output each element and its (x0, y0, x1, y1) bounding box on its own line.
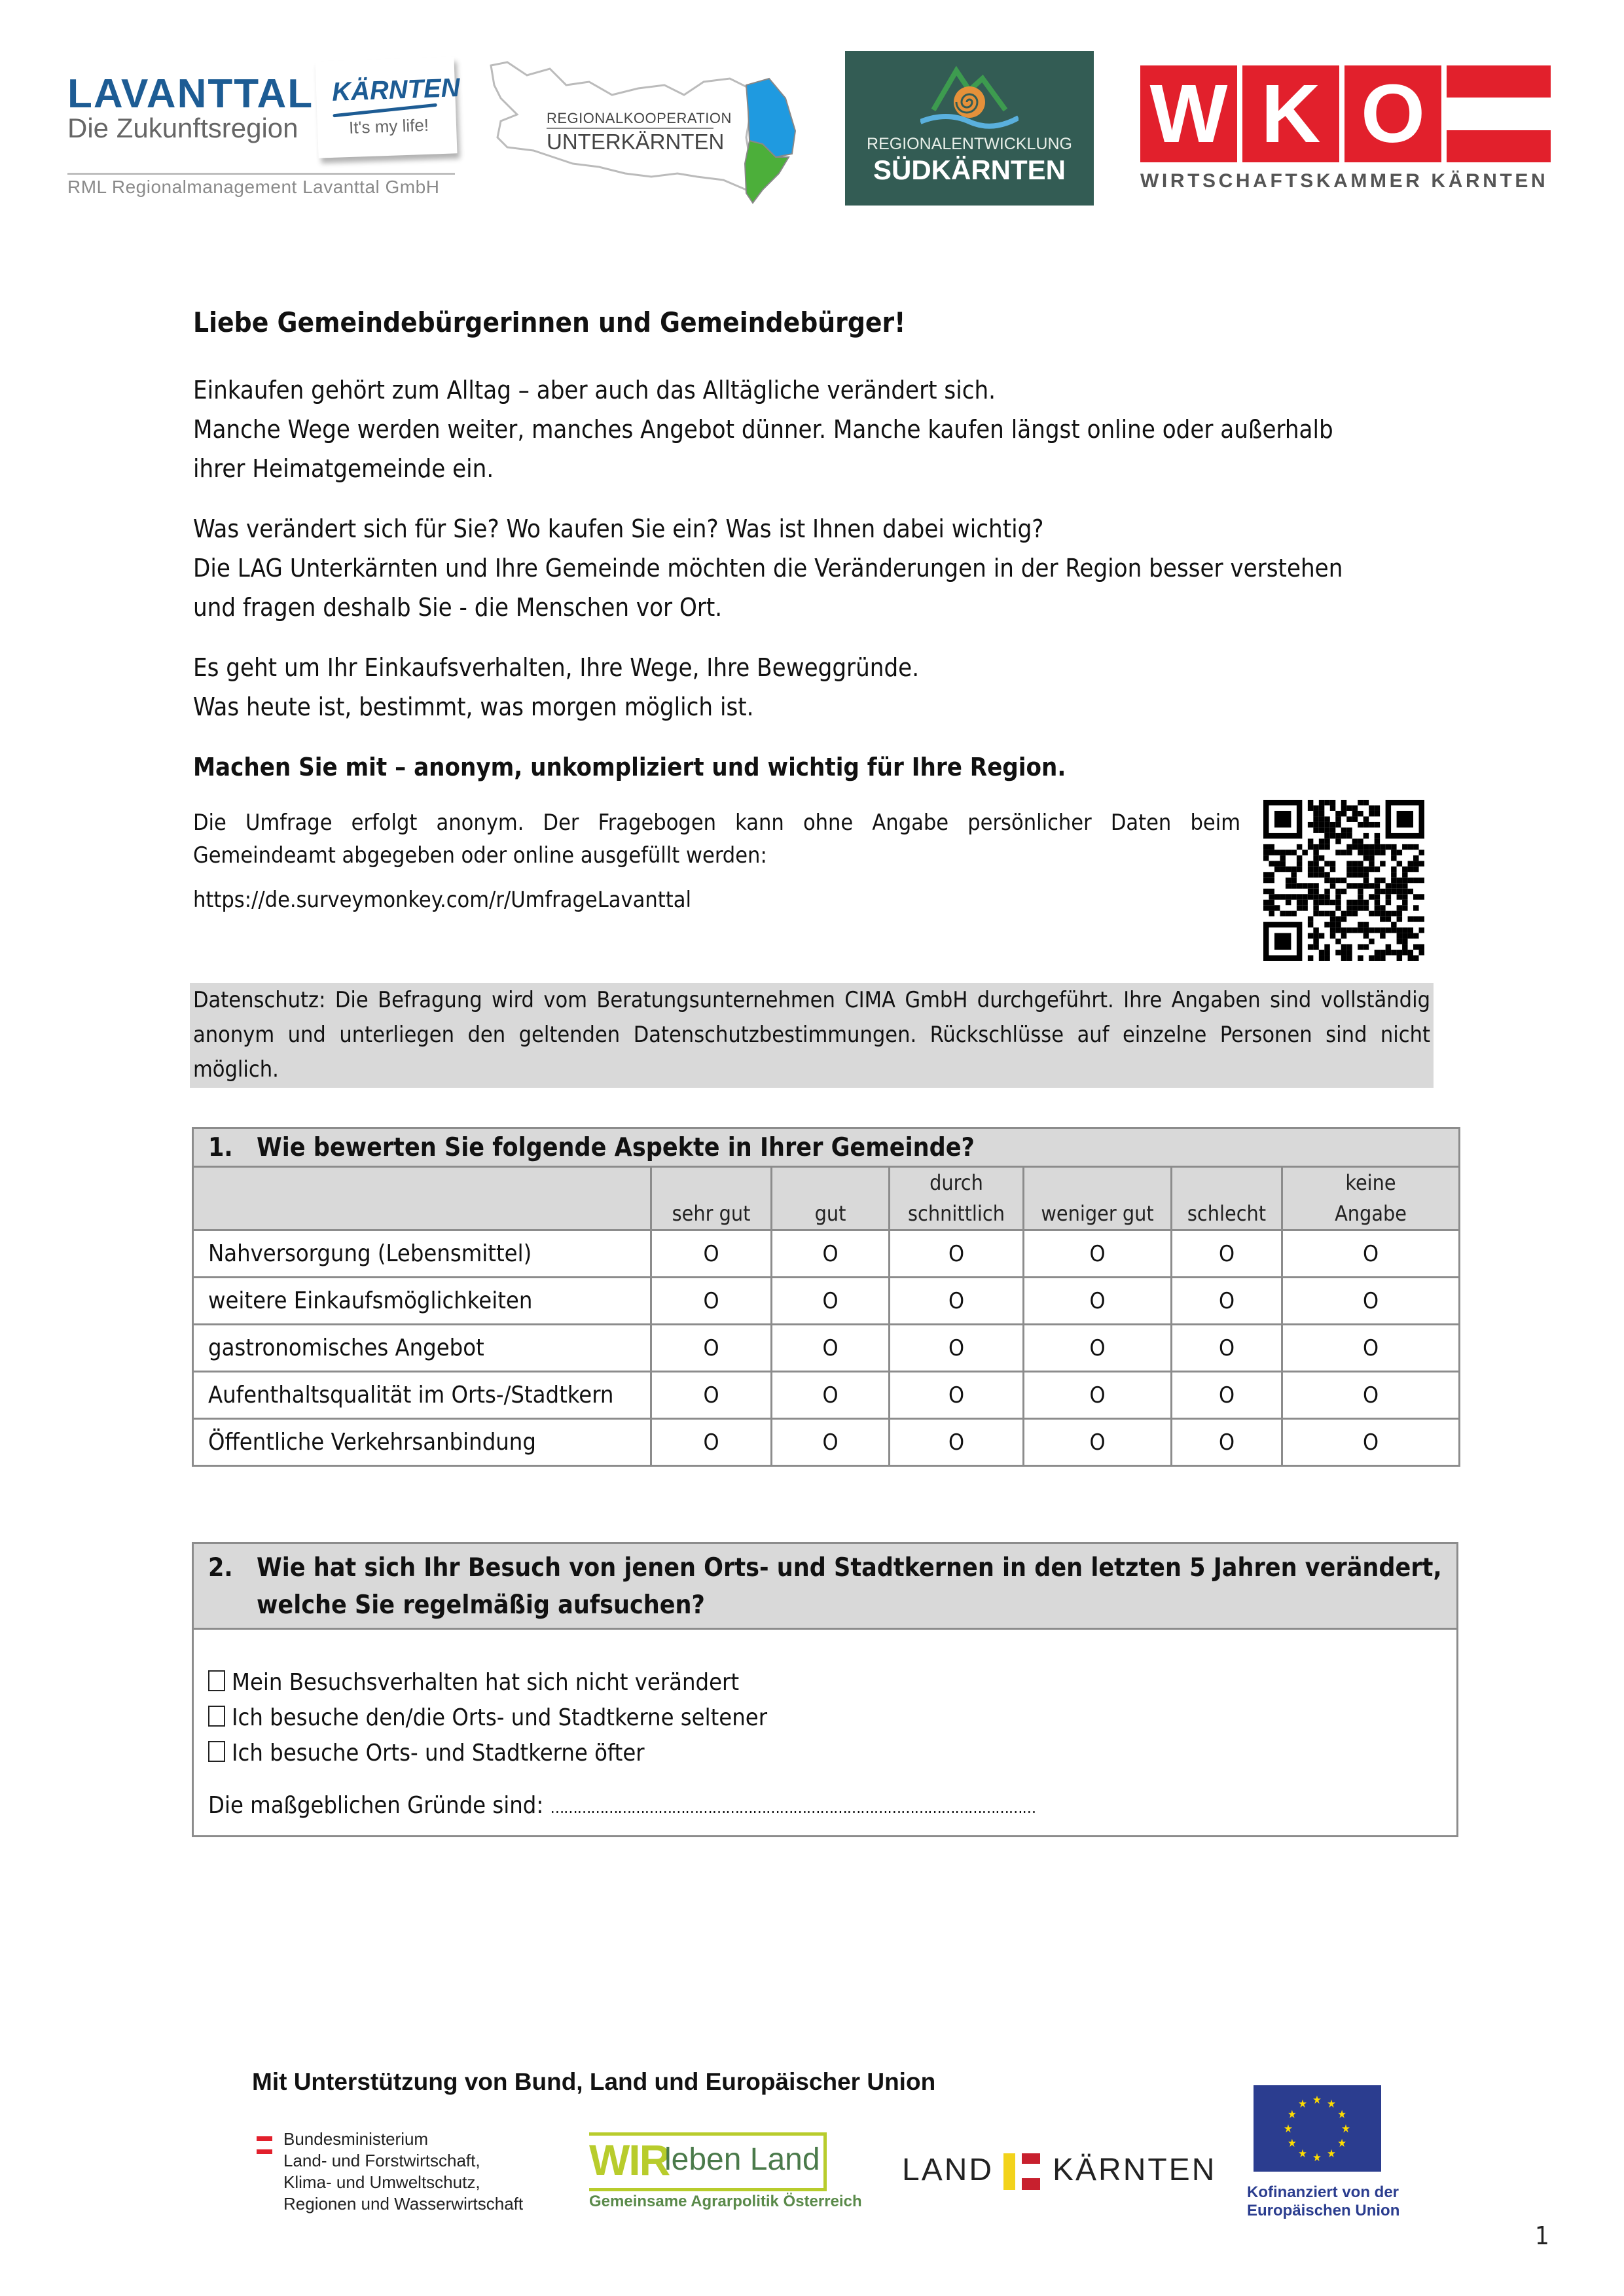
question-2-title (192, 1542, 1458, 1630)
rating-radio-option[interactable]: O (1172, 1230, 1282, 1278)
privacy-notice-box (190, 983, 1434, 1088)
wko-subtitle: WIRTSCHAFTSKAMMER KÄRNTEN (1140, 170, 1549, 192)
eu-star-icon: ★ (1327, 2097, 1336, 2111)
lavanttal-company: RML Regionalmanagement Lavanttal GmbH (67, 177, 440, 197)
row-label: Nahversorgung (Lebensmittel) (193, 1230, 651, 1278)
rating-radio-option[interactable]: O (1172, 1325, 1282, 1372)
row-label: Öffentliche Verkehrsanbindung (193, 1419, 651, 1466)
rating-radio-option[interactable]: O (1024, 1372, 1172, 1419)
bmlf-line: Bundesministerium (283, 2129, 429, 2149)
privacy-notice-text: Datenschutz: Die Befragung wird vom Beratungsunternehmen CIMA GmbH durchgeführt. Ihre Angaben sind vollständig anonym und unterliegen den geltenden Datenschutzbestimmungen. Rückschlüsse auf einzelne Personen sind nicht möglich. (193, 987, 1430, 1083)
rating-radio-option[interactable]: O (890, 1230, 1024, 1278)
rating-radio-option[interactable]: O (890, 1325, 1024, 1372)
column-header-line2: weniger gut (1041, 1201, 1154, 1226)
eu-star-icon: ★ (1337, 2108, 1346, 2121)
survey-info: Die Umfrage erfolgt anonym. Der Fragebogen kann ohne Angabe persönlicher Daten beim Gemeindeamt abgegeben oder online ausgefüllt werden: (193, 810, 1240, 869)
rating-radio-option[interactable]: O (1024, 1230, 1172, 1278)
wko-letter-k: K (1242, 65, 1339, 162)
column-header-line1: durch (929, 1170, 983, 1195)
eu-star-icon: ★ (1337, 2137, 1346, 2150)
rating-radio-option[interactable]: O (772, 1278, 890, 1325)
paragraph-2 (193, 509, 1343, 627)
column-header-line2: gut (814, 1201, 846, 1226)
table-row (193, 1419, 1460, 1466)
rating-radio-option[interactable]: O (1282, 1230, 1460, 1278)
eu-star-icon: ★ (1341, 2123, 1350, 2136)
austria-flag-icon (257, 2136, 272, 2156)
option-label: Ich besuche den/die Orts- und Stadtkerne seltener (232, 1704, 767, 1731)
column-header (651, 1167, 772, 1230)
column-header-line1 (652, 1168, 770, 1198)
rating-radio-option[interactable]: O (1024, 1325, 1172, 1372)
survey-url-link[interactable]: https://de.surveymonkey.com/r/UmfrageLavanttal (193, 887, 691, 913)
rating-radio-option[interactable]: O (1024, 1419, 1172, 1466)
paragraph-1 (193, 370, 1333, 488)
lavanttal-title: LAVANTTAL (67, 71, 314, 117)
question-2-box (192, 1542, 1458, 1837)
rating-radio-option[interactable]: O (1282, 1419, 1460, 1466)
eu-star-icon: ★ (1327, 2147, 1336, 2161)
qr-code-icon[interactable] (1263, 800, 1424, 961)
unterkaernten-line1: REGIONALKOOPERATION (547, 110, 732, 126)
rating-radio-option[interactable]: O (890, 1278, 1024, 1325)
row-label: weitere Einkaufsmöglichkeiten (193, 1278, 651, 1325)
column-header-empty (193, 1167, 651, 1230)
rating-radio-option[interactable]: O (1282, 1372, 1460, 1419)
option-label: Mein Besuchsverhalten hat sich nicht verändert (232, 1669, 740, 1696)
paragraph-line: Die LAG Unterkärnten und Ihre Gemeinde möchten die Veränderungen in der Region besser verstehen (193, 554, 1343, 583)
lavanttal-subtitle: Die Zukunftsregion (67, 113, 298, 143)
rating-radio-option[interactable]: O (1282, 1325, 1460, 1372)
rating-radio-option[interactable]: O (890, 1419, 1024, 1466)
rating-radio-option[interactable]: O (1172, 1278, 1282, 1325)
wko-letter-w: W (1140, 65, 1237, 162)
eu-star-icon: ★ (1288, 2137, 1297, 2150)
land-kaernten-left: LAND (902, 2153, 994, 2187)
unterkaernten-divider (547, 128, 713, 129)
bmlf-line: Klima- und Umweltschutz, (283, 2172, 480, 2192)
lavanttal-divider (67, 173, 455, 175)
question-1-text: Wie bewerten Sie folgende Aspekte in Ihrer Gemeinde? (257, 1132, 975, 1162)
rating-radio-option[interactable]: O (772, 1230, 890, 1278)
row-label: gastronomisches Angebot (193, 1325, 651, 1372)
column-header (890, 1167, 1024, 1230)
eu-star-icon: ★ (1312, 2151, 1322, 2164)
reasons-dots[interactable]: ……………………………………………………………………………………………… (550, 1799, 1036, 1817)
rating-radio-option[interactable]: O (1172, 1372, 1282, 1419)
paragraph-line: Manche Wege werden weiter, manches Angebot dünner. Manche kaufen längst online oder außerhalb (193, 415, 1333, 444)
eu-star-icon: ★ (1284, 2123, 1293, 2136)
column-header-line2: Angabe (1335, 1201, 1407, 1226)
land-kaernten-right: KÄRNTEN (1053, 2153, 1217, 2187)
page-number: 1 (1535, 2221, 1549, 2250)
column-header (772, 1167, 890, 1230)
rating-radio-option[interactable]: O (890, 1372, 1024, 1419)
column-header-line1: keine (1345, 1170, 1396, 1195)
wko-letter-o: O (1344, 65, 1441, 162)
table-row (193, 1372, 1460, 1419)
checkbox-icon[interactable] (208, 1706, 225, 1727)
rating-radio-option[interactable]: O (1172, 1419, 1282, 1466)
rating-radio-option[interactable]: O (1024, 1278, 1172, 1325)
suedkaernten-line2: SÜDKÄRNTEN (873, 154, 1066, 185)
call-to-action: Machen Sie mit – anonym, unkompliziert und wichtig für Ihre Region. (193, 753, 1066, 781)
column-header-line2: schlecht (1187, 1201, 1267, 1226)
checkbox-icon[interactable] (208, 1741, 225, 1762)
column-header-line1 (772, 1168, 888, 1198)
option-less-often[interactable] (208, 1704, 767, 1731)
kaernten-title: KÄRNTEN (331, 73, 461, 107)
eu-stars-icon (1254, 2085, 1381, 2172)
option-more-often[interactable] (208, 1740, 645, 1767)
row-label: Aufenthaltsqualität im Orts-/Stadtkern (193, 1372, 651, 1419)
option-unchanged[interactable] (208, 1669, 739, 1696)
bmlf-logo (283, 2128, 523, 2215)
paragraph-line: Was verändert sich für Sie? Wo kaufen Sie ein? Was ist Ihnen dabei wichtig? (193, 514, 1044, 543)
paragraph-line: Es geht um Ihr Einkaufsverhalten, Ihre Wege, Ihre Beweggründe. (193, 653, 920, 682)
column-header-line1 (1172, 1168, 1281, 1198)
checkbox-icon[interactable] (208, 1670, 225, 1691)
wko-logo (1140, 65, 1551, 162)
bmlf-line: Land- und Forstwirtschaft, (283, 2151, 480, 2170)
eu-cofinanced-text (1247, 2183, 1399, 2220)
rating-radio-option[interactable]: O (651, 1419, 772, 1466)
eu-star-icon: ★ (1312, 2094, 1322, 2107)
wir-logo-caption: Gemeinsame Agrarpolitik Österreich (589, 2193, 862, 2210)
column-header-line2: sehr gut (672, 1201, 751, 1226)
suedkaernten-line1: REGIONALENTWICKLUNG (867, 135, 1072, 153)
wir-logo-subtext: leben Land (664, 2142, 820, 2177)
bmlf-line: Regionen und Wasserwirtschaft (283, 2194, 524, 2214)
rating-radio-option[interactable]: O (1282, 1278, 1460, 1325)
table-row (193, 1230, 1460, 1278)
rating-radio-option[interactable]: O (772, 1419, 890, 1466)
eu-line: Europäischen Union (1247, 2202, 1400, 2219)
table-row (193, 1325, 1460, 1372)
eu-flag-icon (1254, 2085, 1381, 2172)
column-header (1024, 1167, 1172, 1230)
mountain-spiral-icon (920, 64, 1019, 130)
question-2-text: Wie hat sich Ihr Besuch von jenen Orts- und Stadtkernen in den letzten 5 Jahren verändert, welche Sie regelmäßig aufsuchen? (257, 1553, 1442, 1620)
table-row (193, 1278, 1460, 1325)
kaernten-tagline: It's my life! (348, 115, 429, 137)
land-kaernten-mark-icon (1003, 2153, 1043, 2190)
greeting-heading: Liebe Gemeindebürgerinnen und Gemeindebürger! (193, 306, 906, 338)
eu-star-icon: ★ (1298, 2097, 1307, 2111)
paragraph-line: Einkaufen gehört zum Alltag – aber auch das Alltägliche verändert sich. (193, 376, 996, 404)
eu-line: Kofinanziert von der (1247, 2183, 1399, 2201)
paragraph-3 (193, 648, 919, 726)
eu-star-icon: ★ (1298, 2147, 1307, 2161)
column-header (1172, 1167, 1282, 1230)
paragraph-line: ihrer Heimatgemeinde ein. (193, 454, 494, 483)
suedkaernten-logo (845, 51, 1094, 206)
paragraph-line: und fragen deshalb Sie - die Menschen vor Ort. (193, 593, 723, 622)
kaernten-logo (315, 56, 461, 158)
reasons-field[interactable] (208, 1792, 1036, 1819)
austria-flag-icon (1447, 65, 1551, 162)
column-header-line1 (1024, 1168, 1170, 1198)
question-1-title (193, 1128, 1460, 1167)
rating-radio-option[interactable]: O (651, 1325, 772, 1372)
unterkaernten-line2: UNTERKÄRNTEN (547, 130, 725, 154)
question-1-table (192, 1127, 1458, 1467)
paragraph-line: Was heute ist, bestimmt, was morgen möglich ist. (193, 692, 754, 721)
option-label: Ich besuche Orts- und Stadtkerne öfter (232, 1740, 645, 1767)
column-header (1282, 1167, 1460, 1230)
wir-logo-text: WIR (589, 2136, 670, 2184)
eu-star-icon: ★ (1288, 2108, 1297, 2121)
question-2-answers (192, 1630, 1458, 1837)
question-2-number: 2. (208, 1553, 233, 1583)
rating-radio-option[interactable]: O (772, 1325, 890, 1372)
rating-radio-option[interactable]: O (651, 1372, 772, 1419)
column-header-line2: schnittlich (908, 1201, 1005, 1226)
question-1-number: 1. (208, 1132, 233, 1162)
reasons-label: Die maßgeblichen Gründe sind: (208, 1792, 544, 1819)
rating-radio-option[interactable]: O (651, 1278, 772, 1325)
rating-radio-option[interactable]: O (651, 1230, 772, 1278)
rating-radio-option[interactable]: O (772, 1372, 890, 1419)
support-heading: Mit Unterstützung von Bund, Land und Europäischer Union (252, 2068, 936, 2095)
